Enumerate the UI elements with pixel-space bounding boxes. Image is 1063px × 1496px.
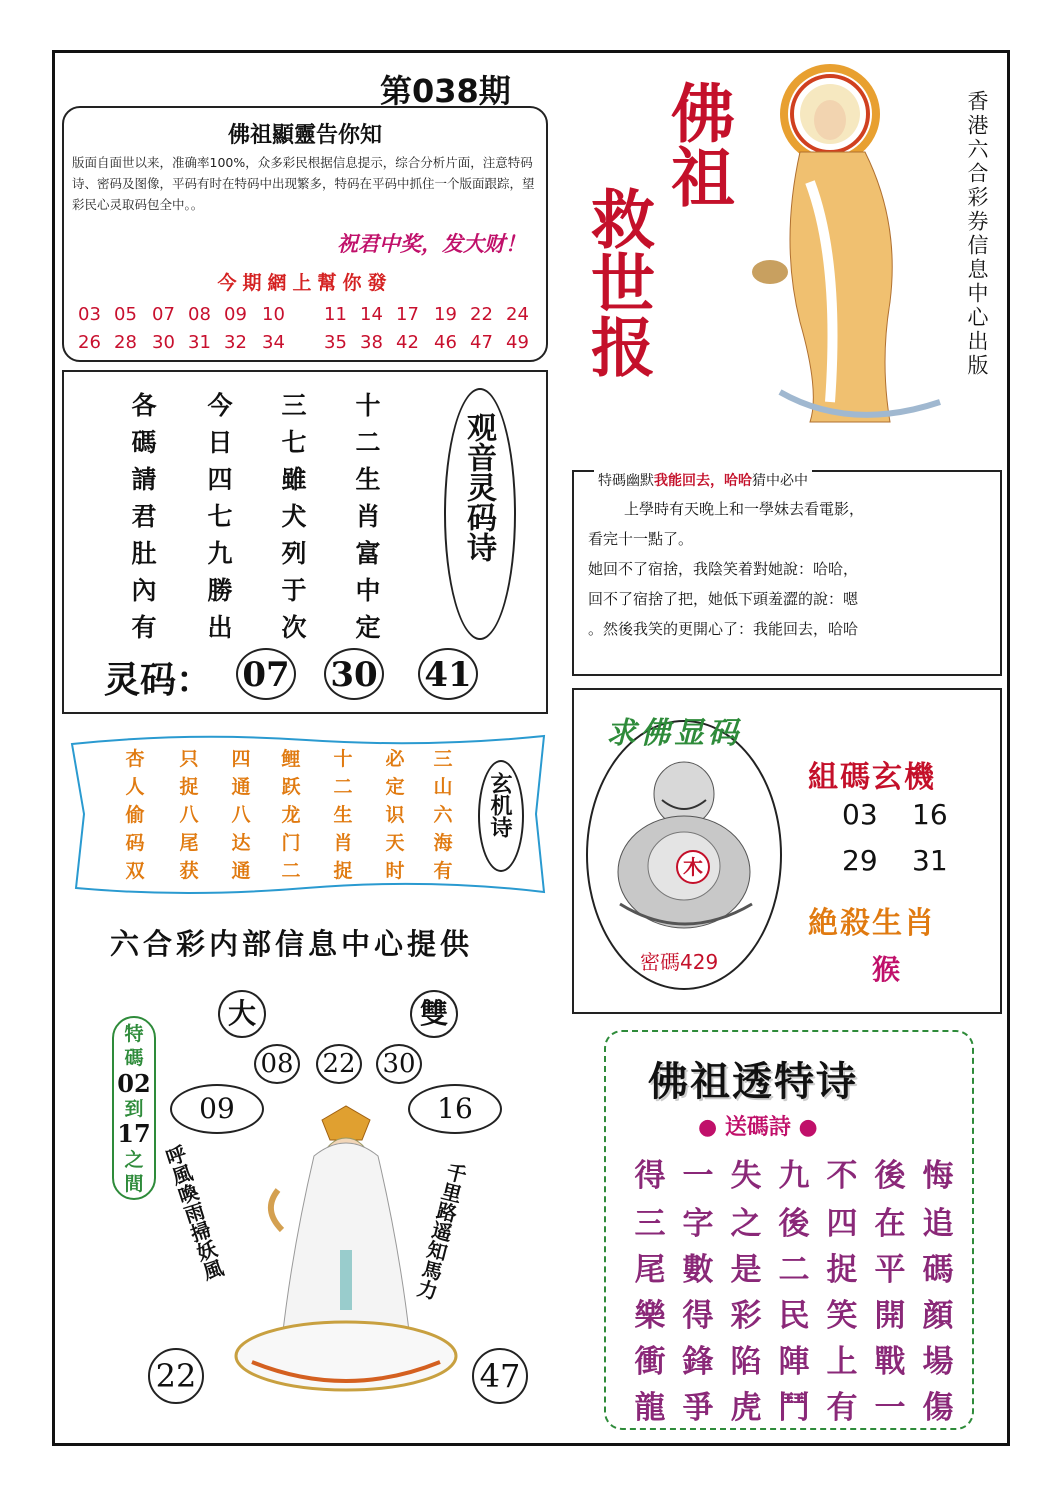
notice-box <box>62 106 548 362</box>
lingma-label: 灵码： <box>104 659 213 701</box>
poem-row <box>630 1290 960 1338</box>
poem-char: 定 <box>385 776 405 798</box>
poem-char: 虎 <box>730 1390 762 1426</box>
poem-char: 雖 <box>281 465 307 494</box>
poem-char: 九 <box>207 539 233 568</box>
poem-column <box>200 386 240 645</box>
combo-number: 03 <box>842 798 878 831</box>
poem-char: 识 <box>385 804 405 826</box>
special-to: 17 <box>117 1119 151 1148</box>
poem-char: 上 <box>826 1344 858 1380</box>
poem-char: 肚 <box>131 539 157 568</box>
poem-char: 捉 <box>179 776 199 798</box>
number-cell: 03 <box>78 304 101 325</box>
poem-char: 樂 <box>634 1298 666 1334</box>
number-cell: 24 <box>506 304 529 325</box>
poem-char: 內 <box>131 576 157 605</box>
poem-char: 是 <box>730 1252 762 1288</box>
poem-char: 一 <box>682 1158 714 1194</box>
help-title: 今期網上幫你發 <box>217 272 393 294</box>
poem-char: 今 <box>207 391 233 420</box>
number-cell: 49 <box>506 332 529 353</box>
poem-char: 開 <box>874 1298 906 1334</box>
poem-char: 不 <box>826 1158 858 1194</box>
poem-char: 傷 <box>922 1390 954 1426</box>
poem-char: 日 <box>207 428 233 457</box>
combo-number: 29 <box>842 844 878 877</box>
secret-code: 密碼429 <box>640 950 719 974</box>
poem-char: 人 <box>125 776 145 798</box>
poem-char: 生 <box>333 804 353 826</box>
poem-char: 捉 <box>826 1252 858 1288</box>
number-cell: 08 <box>188 304 211 325</box>
poem-char: 门 <box>281 832 301 854</box>
poem-char: 陷 <box>730 1344 762 1380</box>
special-to-label: 到 <box>124 1098 144 1120</box>
left-couplet: 呼風喚雨掃妖風 <box>160 1142 227 1284</box>
poem-char: 偷 <box>125 804 145 826</box>
kill-zodiac: 猴 <box>872 953 901 986</box>
poem-char: 陣 <box>778 1344 810 1380</box>
guanyin-poem-label: 观音灵码诗 <box>461 412 496 562</box>
title-fozu: 佛祖 <box>660 80 735 208</box>
poem-char: 三 <box>433 748 453 770</box>
special-from: 02 <box>117 1069 151 1098</box>
tou-poem-subtitle: 送碼詩 <box>724 1114 791 1140</box>
title-jiushibao: 救世报 <box>580 186 655 378</box>
joke-text <box>588 494 990 644</box>
number-cell: 11 <box>324 304 347 325</box>
poem-row <box>630 1336 960 1384</box>
poem-char: 肖 <box>333 832 353 854</box>
number-cell: 19 <box>434 304 457 325</box>
poem-char: 三 <box>281 391 307 420</box>
number-cell: 30 <box>152 332 175 353</box>
joke-line: 。然後我笑的更開心了：我能回去，哈哈 <box>588 620 859 638</box>
poem-column <box>428 744 458 884</box>
joke-line: 回不了宿捨了把，她低下頭羞澀的說：嗯 <box>588 590 859 608</box>
poem-column <box>174 744 204 884</box>
poem-char: 跃 <box>281 776 301 798</box>
combo-title: 組碼玄機 <box>808 760 936 795</box>
poem-char: 生 <box>355 465 381 494</box>
guanyin-standing-illustration <box>740 62 952 442</box>
poem-char: 二 <box>355 428 381 457</box>
poem-char: 肖 <box>355 502 381 531</box>
number-cell: 22 <box>470 304 493 325</box>
number-cell: 46 <box>434 332 457 353</box>
poem-column <box>226 744 256 884</box>
poem-char: 各 <box>131 391 157 420</box>
poem-char: 在 <box>874 1206 906 1242</box>
poem-char: 尾 <box>179 832 199 854</box>
joke-line: 看完十一點了。 <box>588 530 694 548</box>
poem-char: 必 <box>385 748 405 770</box>
poem-char: 达 <box>231 832 251 854</box>
poem-column <box>124 386 164 645</box>
poem-char: 後 <box>874 1158 906 1194</box>
poem-row <box>630 1382 960 1430</box>
poem-char: 十 <box>355 391 381 420</box>
element-badge: 木 <box>676 850 710 884</box>
poem-column <box>328 744 358 884</box>
poem-char: 龙 <box>281 804 301 826</box>
poem-char: 犬 <box>281 502 307 531</box>
poem-char: 戰 <box>874 1344 906 1380</box>
joke-box <box>572 470 1002 676</box>
poem-char: 九 <box>778 1158 810 1194</box>
number-cell: 14 <box>360 304 383 325</box>
lingma-number: 07 <box>236 648 296 700</box>
notice-title: 佛祖顯靈告你知 <box>227 122 382 148</box>
poem-row <box>630 1198 960 1246</box>
poem-char: 于 <box>281 576 307 605</box>
poem-char: 四 <box>826 1206 858 1242</box>
poem-char: 二 <box>281 860 301 882</box>
poem-char: 碼 <box>131 428 157 457</box>
buddha-box-title: 求佛显码 <box>606 716 742 751</box>
poem-char: 只 <box>179 748 199 770</box>
special-range-pill <box>112 1016 156 1200</box>
provider-text: 六合彩内部信息中心提供 <box>110 927 474 961</box>
poem-char: 杏 <box>125 748 145 770</box>
poem-char: 码 <box>125 832 145 854</box>
right-oval-number: 16 <box>408 1084 502 1134</box>
poem-char: 請 <box>131 465 157 494</box>
poem-char: 通 <box>231 860 251 882</box>
poem-char: 获 <box>179 860 199 882</box>
number-cell: 07 <box>152 304 175 325</box>
poem-char: 失 <box>730 1158 762 1194</box>
poem-char: 海 <box>433 832 453 854</box>
poem-char: 有 <box>131 613 157 642</box>
joke-header <box>594 470 812 490</box>
poem-char: 爭 <box>682 1390 714 1426</box>
poem-char: 笑 <box>826 1298 858 1334</box>
poem-column <box>348 386 388 645</box>
number-cell: 05 <box>114 304 137 325</box>
joke-head-prefix: 特碼幽默 <box>598 473 654 489</box>
special-between: 之間 <box>124 1149 144 1195</box>
poem-char: 一 <box>874 1390 906 1426</box>
poem-char: 追 <box>922 1206 954 1242</box>
bottom-left-number: 22 <box>148 1348 204 1404</box>
joke-head-suffix: 猜中必中 <box>752 473 808 489</box>
lingma-number: 41 <box>418 648 478 700</box>
number-cell: 34 <box>262 332 285 353</box>
number-cell: 31 <box>188 332 211 353</box>
poem-column <box>120 744 150 884</box>
poem-char: 悔 <box>922 1158 954 1194</box>
number-cell: 35 <box>324 332 347 353</box>
poem-char: 碼 <box>922 1252 954 1288</box>
number-cell: 09 <box>224 304 247 325</box>
poem-char: 數 <box>682 1252 714 1288</box>
poem-char: 龍 <box>634 1390 666 1426</box>
right-couplet: 千里路遥知馬力 <box>412 1160 470 1302</box>
joke-line: 她回不了宿捨，我陰笑着對她說：哈哈， <box>588 560 859 578</box>
poem-char: 衝 <box>634 1344 666 1380</box>
top-number: 08 <box>254 1044 300 1084</box>
joke-head-highlight: 我能回去，哈哈 <box>654 473 752 489</box>
poem-char: 有 <box>826 1390 858 1426</box>
poem-char: 天 <box>385 832 405 854</box>
poem-char: 富 <box>355 539 381 568</box>
top-number: 22 <box>316 1044 362 1084</box>
poem-char: 八 <box>231 804 251 826</box>
poem-column <box>274 386 314 645</box>
laughing-buddha-figure <box>604 754 764 934</box>
poem-char: 平 <box>874 1252 906 1288</box>
guanyin-seated-illustration <box>222 1100 470 1396</box>
poem-char: 鲤 <box>281 748 301 770</box>
poem-char: 彩 <box>730 1298 762 1334</box>
issue-number: 第038期 <box>380 72 511 110</box>
tou-poem-subtitle-wrap: ● 送碼詩 ● <box>698 1114 818 1140</box>
poem-char: 四 <box>231 748 251 770</box>
poem-char: 七 <box>207 502 233 531</box>
xuanji-label: 玄机诗 <box>487 772 513 838</box>
notice-text: 版面自面世以来，准确率100%，众多彩民根据信息提示，综合分析片面，注意特码诗、密码及图像，平码有时在特码中出现繁多，特码在平码中抓住一个版面跟踪，望彩民心灵取码包全中。。 <box>72 155 535 212</box>
poem-char: 得 <box>634 1158 666 1194</box>
poem-row <box>630 1150 960 1198</box>
poem-char: 鋒 <box>682 1344 714 1380</box>
joke-line: 上學時有天晚上和一學妹去看電影， <box>624 500 865 518</box>
lingma-number: 30 <box>324 648 384 700</box>
number-cell: 26 <box>78 332 101 353</box>
poem-column <box>380 744 410 884</box>
poem-char: 尾 <box>634 1252 666 1288</box>
poem-char: 顔 <box>922 1298 954 1334</box>
poem-char: 八 <box>179 804 199 826</box>
publisher-text: 香港六合彩券信息中心出版 <box>965 90 989 378</box>
number-cell: 28 <box>114 332 137 353</box>
poem-char: 山 <box>433 776 453 798</box>
poem-char: 民 <box>778 1298 810 1334</box>
poem-char: 通 <box>231 776 251 798</box>
poem-char: 定 <box>355 613 381 642</box>
tou-poem-title: 佛祖透特诗 <box>648 1058 858 1105</box>
poem-char: 二 <box>333 776 353 798</box>
number-cell: 42 <box>396 332 419 353</box>
poem-char: 三 <box>634 1206 666 1242</box>
bottom-right-number: 47 <box>472 1348 528 1404</box>
number-cell: 32 <box>224 332 247 353</box>
poem-char: 出 <box>207 613 233 642</box>
number-cell: 38 <box>360 332 383 353</box>
combo-number: 31 <box>912 844 948 877</box>
number-cell: 17 <box>396 304 419 325</box>
poem-char: 二 <box>778 1252 810 1288</box>
poem-char: 勝 <box>207 576 233 605</box>
poem-char: 之 <box>730 1206 762 1242</box>
poem-char: 双 <box>125 860 145 882</box>
poem-char: 場 <box>922 1344 954 1380</box>
number-cell: 47 <box>470 332 493 353</box>
poem-char: 时 <box>385 860 405 882</box>
wish-text: 祝君中奖，发大财！ <box>337 231 526 256</box>
special-label: 特碼 <box>124 1023 144 1069</box>
top-number: 30 <box>376 1044 422 1084</box>
poem-char: 得 <box>682 1298 714 1334</box>
poem-char: 七 <box>281 428 307 457</box>
kill-title: 絶殺生肖 <box>808 906 936 941</box>
poem-column <box>276 744 306 884</box>
number-cell: 10 <box>262 304 285 325</box>
poem-char: 有 <box>433 860 453 882</box>
left-oval-number: 09 <box>170 1084 264 1134</box>
poem-char: 次 <box>281 613 307 642</box>
double-badge: 雙 <box>410 990 458 1038</box>
poem-char: 列 <box>281 539 307 568</box>
poem-char: 捉 <box>333 860 353 882</box>
poem-char: 四 <box>207 465 233 494</box>
combo-number: 16 <box>912 798 948 831</box>
poem-row <box>630 1244 960 1292</box>
poem-char: 中 <box>355 576 381 605</box>
poem-char: 字 <box>682 1206 714 1242</box>
poem-char: 六 <box>433 804 453 826</box>
big-badge: 大 <box>218 990 266 1038</box>
poem-char: 十 <box>333 748 353 770</box>
poem-char: 後 <box>778 1206 810 1242</box>
poem-char: 鬥 <box>778 1390 810 1426</box>
poem-char: 君 <box>131 502 157 531</box>
